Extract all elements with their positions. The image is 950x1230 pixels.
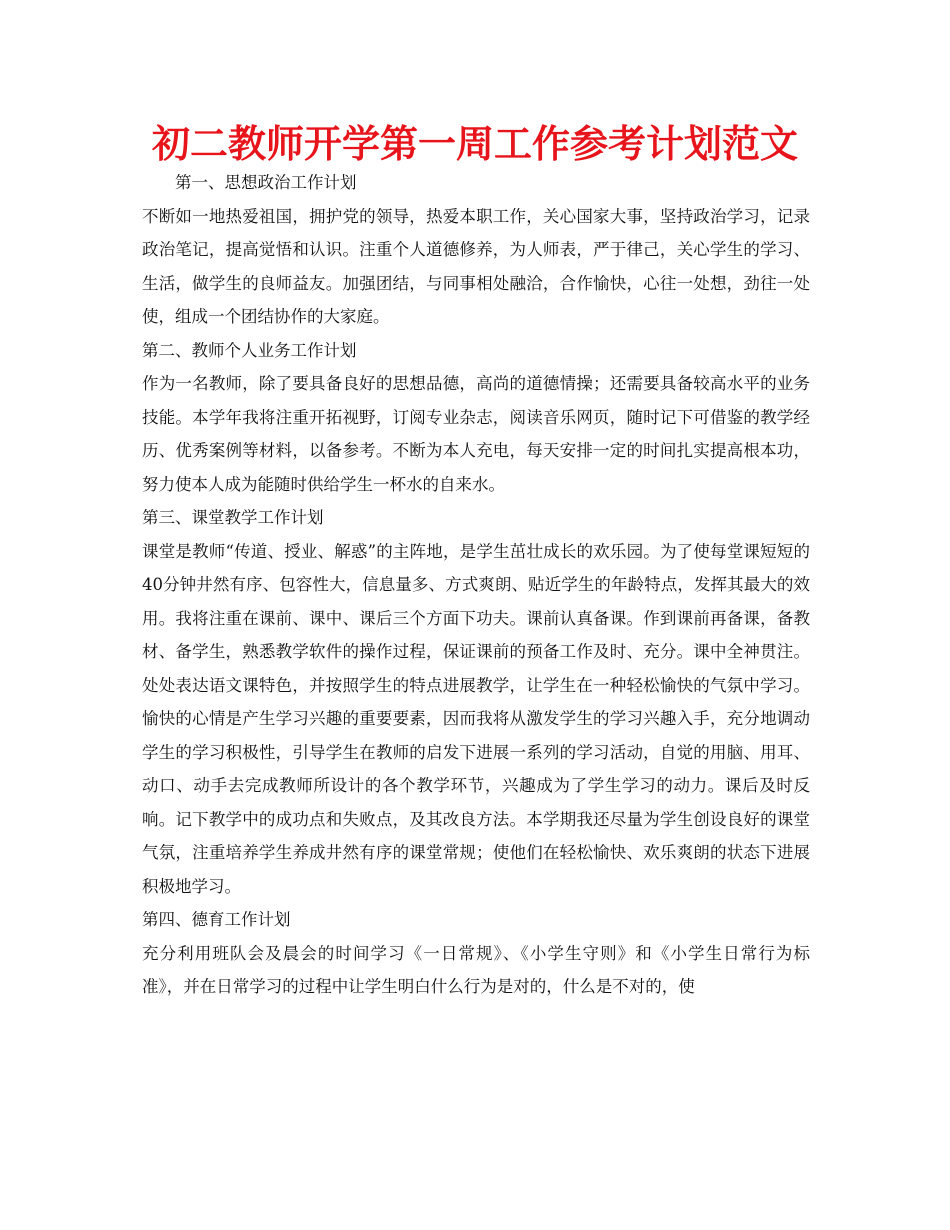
section-heading-1: 第一、思想政治工作计划 [175,173,357,192]
document-title: 初二教师开学第一周工作参考计划范文 [151,122,798,166]
section-paragraph-3: 课堂是教师“传道、授业、解惑”的主阵地，是学生茁壮成长的欢乐园。为了使每堂课短短的40分钟井然有序、包容性大，信息量多、方式爽朗、贴近学生的年龄特点，发挥其最大的效用。我将注重在课前、课中、课后三个方面下功夫。课前认真备课。作到课前再备课，备教材、备学生，熟悉教学软件的操作过程，保证课前的预备工作及时、充分。课中全神贯注。处处表达语文课特色，并按照学生的特点进展教学，让学生在一种轻松愉快的气氛中学习。愉快的心情是产生学习兴趣的重要要素，因而我将从激发学生的学习兴趣入手，充分地调动学生的学习积极性，引导学生在教师的启发下进展一系列的学习活动，自觉的用脑、用耳、动口、动手去完成教师所设计的各个教学环节，兴趣成为了学生学习的动力。课后及时反响。记下教学中的成功点和失败点，及其改良方法。本学期我还尽量为学生创设良好的课堂气氛，注重培养学生养成井然有序的课堂常规；使他们在轻松愉快、欢乐爽朗的状态下进展积极地学习。 [142,541,810,896]
section-paragraph-4: 充分利用班队会及晨会的时间学习《一日常规》、《小学生守则》和《小学生日常行为标准》，并在日常学习的过程中让学生明白什么行为是对的，什么是不对的，使 [142,943,810,996]
document-body [142,166,810,1004]
section-heading-2: 第二、教师个人业务工作计划 [142,340,357,360]
section-heading-3: 第三、课堂教学工作计划 [142,508,324,527]
section-paragraph-1: 不断如一地热爱祖国，拥护党的领导，热爱本职工作，关心国家大事，坚持政治学习，记录政治笔记，提高觉悟和认识。注重个人道德修养，为人师表，严于律己，关心学生的学习、生活，做学生的良师益友。加强团结，与同事相处融洽，合作愉快，心往一处想，劲往一处使，组成一个团结协作的大家庭。 [142,206,810,326]
section-paragraph-2: 作为一名教师，除了要具备良好的思想品德，高尚的道德情操；还需要具备较高水平的业务技能。本学年我将注重开拓视野，订阅专业杂志，阅读音乐网页，随时记下可借鉴的教学经历、优秀案例等材料，以备参考。不断为本人充电，每天安排一定的时间扎实提高根本功，努力使本人成为能随时供给学生一杯水的自来水。 [142,374,810,494]
section-heading-4: 第四、德育工作计划 [142,910,291,929]
